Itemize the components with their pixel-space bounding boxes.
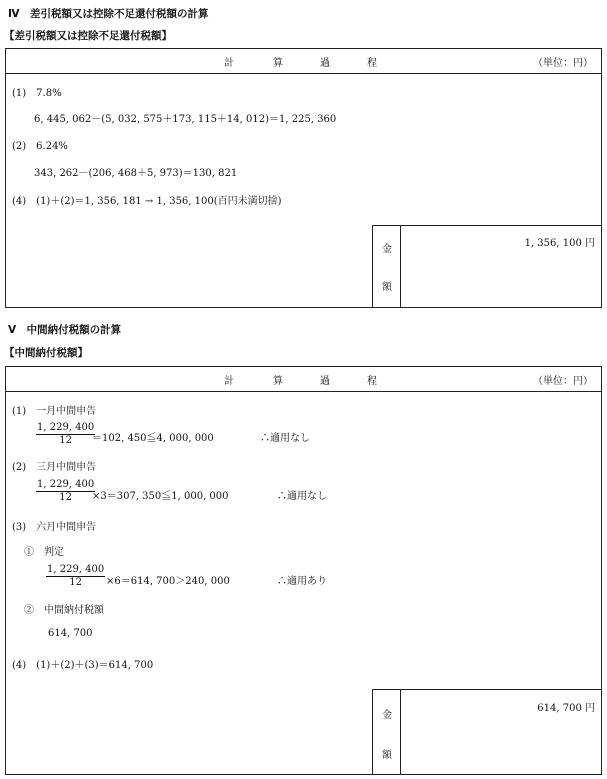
header-divider [6, 73, 601, 74]
item3-sub2-label: ② 中間納付税額 [24, 605, 104, 616]
header-char-san: 算 [273, 376, 283, 387]
section5-title: Ⅴ 中間納付税額の計算 [8, 324, 122, 336]
amount-divider [400, 226, 401, 307]
section4-subtitle: 【差引税額又は控除不足還付税額】 [4, 30, 172, 42]
item1-label: (1) 一月中間申告 [12, 406, 97, 417]
item1-denominator: 12 [59, 435, 72, 446]
line-6-24-calc: 343, 262－(206, 468＋5, 973)＝130, 821 [34, 168, 238, 179]
amount-divider [400, 690, 401, 774]
header-char-kei: 計 [224, 58, 234, 69]
amount-label-gaku: 額 [382, 750, 392, 761]
header-char-kei: 計 [224, 376, 234, 387]
amount-label-gaku: 額 [382, 282, 392, 293]
item2-result: ∴適用なし [277, 491, 327, 502]
line-7-8-label: (1) 7.8% [12, 88, 62, 99]
item2-label: (2) 三月中間申告 [12, 462, 97, 473]
item3-fraction [46, 564, 105, 589]
section5-table [5, 366, 602, 775]
item2-numerator: 1, 229, 400 [37, 479, 95, 490]
header-char-san: 算 [273, 58, 283, 69]
amount-label-kin: 金 [382, 710, 392, 721]
item2-expr: ×3＝307, 350≦1, 000, 000 [92, 491, 229, 502]
header-char-tei: 程 [367, 376, 377, 387]
item1-fraction [36, 422, 95, 447]
item4-total: (4) (1)＋(2)＋(3)＝614, 700 [12, 660, 154, 671]
header-divider [6, 391, 601, 392]
unit-label: （単位：円） [533, 58, 593, 69]
line-7-8-calc: 6, 445, 062－(5, 032, 575＋173, 115＋14, 012)＝1, 225, 360 [34, 114, 337, 125]
item3-sub2-value: 614, 700 [48, 628, 93, 639]
item3-expr: ×6＝614, 700＞240, 000 [106, 576, 230, 587]
header-char-tei: 程 [367, 58, 377, 69]
section4-table [5, 48, 602, 308]
section4-title: Ⅳ 差引税額又は控除不足還付税額の計算 [8, 8, 209, 20]
header-char-ka: 過 [320, 376, 330, 387]
amount-value: 614, 700 円 [537, 703, 595, 714]
amount-label-kin: 金 [382, 244, 392, 255]
line-total: (4) (1)＋(2)＝1, 356, 181 → 1, 356, 100(百円未満切捨) [12, 196, 282, 207]
amount-value: 1, 356, 100 円 [524, 238, 595, 249]
amount-box [372, 225, 601, 307]
item2-denominator: 12 [59, 492, 72, 503]
unit-label: （単位：円） [533, 376, 593, 387]
line-6-24-label: (2) 6.24% [12, 141, 68, 152]
item1-expr: ＝102, 450≦4, 000, 000 [92, 433, 214, 444]
header-char-ka: 過 [320, 58, 330, 69]
section5-subtitle: 【中間納付税額】 [4, 347, 88, 359]
item1-result: ∴適用なし [260, 433, 310, 444]
item1-numerator: 1, 229, 400 [37, 422, 95, 433]
item3-numerator: 1, 229, 400 [47, 564, 105, 575]
item3-label: (3) 六月中間申告 [12, 522, 97, 533]
item2-fraction [36, 479, 95, 504]
item3-result: ∴適用あり [277, 576, 327, 587]
item3-sub1-label: ① 判定 [24, 547, 64, 558]
item3-denominator: 12 [69, 577, 82, 588]
amount-box [372, 689, 601, 774]
